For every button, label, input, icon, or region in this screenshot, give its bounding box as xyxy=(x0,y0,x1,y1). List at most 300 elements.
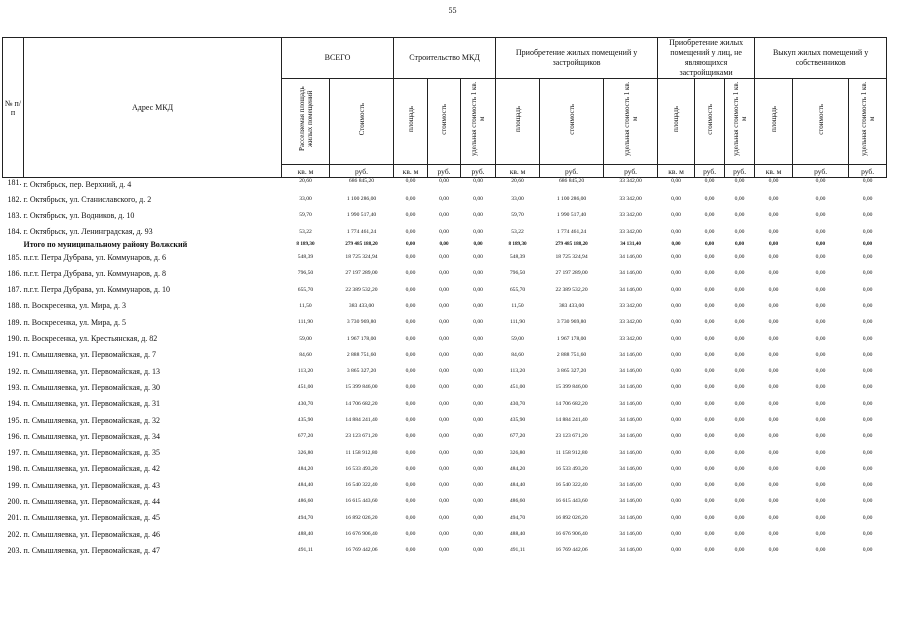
table-row xyxy=(3,249,887,265)
row-value: 0,00 xyxy=(473,178,483,184)
row-value: 0,00 xyxy=(768,531,779,538)
row-value: 34 146,00 xyxy=(619,384,642,391)
row-value: 0,00 xyxy=(734,449,745,456)
table-row xyxy=(3,191,887,207)
subheader-cell xyxy=(695,79,725,165)
row-value: 0,00 xyxy=(405,514,416,521)
unit-cell: руб. xyxy=(849,165,887,178)
row-value: 0,00 xyxy=(815,449,826,456)
row-value: 0,00 xyxy=(734,302,745,309)
row-value: 0,00 xyxy=(862,400,873,407)
row-value: 0,00 xyxy=(768,302,779,309)
row-value: 0,00 xyxy=(473,514,483,521)
subheader-cell xyxy=(428,79,461,165)
row-value: 27 197 289,00 xyxy=(345,270,378,277)
row-value: 451,00 xyxy=(509,384,526,391)
row-value: 0,00 xyxy=(671,228,681,235)
row-number: 194. xyxy=(7,399,22,409)
header-num: № п/п xyxy=(3,38,24,178)
row-number: 192. xyxy=(7,366,22,376)
row-value: 16 615 443,60 xyxy=(345,498,378,505)
row-value: 0,00 xyxy=(862,417,873,423)
row-value: 0,00 xyxy=(862,449,873,456)
row-value: 34 146,00 xyxy=(619,286,642,293)
row-number: 189. xyxy=(7,317,22,327)
row-value: 84,60 xyxy=(299,351,312,358)
row-value: 1 774 461,24 xyxy=(556,228,587,235)
row-value: 0,00 xyxy=(768,286,779,293)
row-value: 0,00 xyxy=(439,351,449,358)
row-value: 0,00 xyxy=(439,531,449,538)
row-value: 0,00 xyxy=(439,514,449,521)
row-value: 84,60 xyxy=(511,351,524,358)
row-value: 18 725 324,94 xyxy=(345,254,378,261)
row-number: 191. xyxy=(7,350,22,360)
row-value: 0,00 xyxy=(862,465,873,472)
unit-cell: руб. xyxy=(725,165,755,178)
row-value: 0,00 xyxy=(671,335,681,342)
row-value: 0,00 xyxy=(815,178,826,184)
row-value: 451,00 xyxy=(297,384,314,391)
row-value: 686 845,20 xyxy=(558,178,585,184)
row-value: 1 990 517,40 xyxy=(346,212,377,219)
row-address: п. Смышляевка, ул. Первомайская, д. 7 xyxy=(23,350,157,360)
row-address: п. Смышляевка, ул. Первомайская, д. 45 xyxy=(23,513,161,523)
row-value: 0,00 xyxy=(704,417,715,423)
row-value: 0,00 xyxy=(405,547,416,554)
row-value: 0,00 xyxy=(405,368,416,375)
row-value: 0,00 xyxy=(815,254,826,261)
row-value: 0,00 xyxy=(768,514,779,521)
row-value: 16 676 906,40 xyxy=(555,531,588,538)
row-value: 0,00 xyxy=(405,212,416,219)
row-value: 59,00 xyxy=(299,335,312,342)
row-value: 484,20 xyxy=(297,465,314,472)
row-value: 0,00 xyxy=(473,482,483,489)
row-value: 0,00 xyxy=(862,335,873,342)
row-value: 0,00 xyxy=(734,286,745,293)
row-value: 279 485 188,20 xyxy=(555,241,588,248)
row-value: 0,00 xyxy=(768,335,779,342)
row-value: 0,00 xyxy=(815,270,826,277)
row-value: 34 146,00 xyxy=(619,482,642,489)
row-value: 0,00 xyxy=(405,241,416,248)
row-number xyxy=(3,240,24,249)
subheader-label: стоимость xyxy=(705,103,714,135)
row-value: 0,00 xyxy=(405,286,416,293)
row-value: 0,00 xyxy=(439,196,449,203)
row-value: 0,00 xyxy=(473,433,483,440)
row-value: 0,00 xyxy=(473,302,483,309)
row-value: 16 892 026,20 xyxy=(345,514,378,521)
row-value: 113,20 xyxy=(509,368,526,375)
row-address: п. Смышляевка, ул. Первомайская, д. 31 xyxy=(23,399,161,409)
row-value: 59,00 xyxy=(511,335,524,342)
row-value: 20,60 xyxy=(511,178,524,184)
table-row xyxy=(3,363,887,379)
row-value: 0,00 xyxy=(704,531,715,538)
row-value: 494,70 xyxy=(509,514,526,521)
row-value: 0,00 xyxy=(439,400,449,407)
row-value: 34 146,00 xyxy=(619,270,642,277)
row-value: 491,11 xyxy=(509,547,526,554)
row-value: 0,00 xyxy=(815,417,826,423)
row-value: 0,00 xyxy=(768,351,779,358)
row-value: 0,00 xyxy=(405,417,416,423)
row-value: 14 884 241,40 xyxy=(345,417,378,423)
table-row xyxy=(3,396,887,412)
row-value: 0,00 xyxy=(704,368,715,375)
row-value: 0,00 xyxy=(473,286,483,293)
row-value: 0,00 xyxy=(405,351,416,358)
row-value: 0,00 xyxy=(734,351,745,358)
row-value: 0,00 xyxy=(671,547,681,554)
row-value: 0,00 xyxy=(671,531,681,538)
row-value: 8 189,30 xyxy=(508,241,527,248)
row-value: 16 615 443,60 xyxy=(555,498,588,505)
unit-cell: кв. м xyxy=(496,165,540,178)
row-value: 486,60 xyxy=(509,498,526,505)
row-value: 1 100 286,00 xyxy=(346,196,377,203)
row-value: 0,00 xyxy=(405,302,416,309)
unit-cell: руб. xyxy=(330,165,394,178)
row-value: 34 131,40 xyxy=(620,241,641,248)
row-value: 0,00 xyxy=(815,319,826,326)
table-row xyxy=(3,526,887,542)
row-value: 3 865 327,20 xyxy=(346,368,377,375)
resettlement-table xyxy=(2,37,887,559)
row-value: 0,00 xyxy=(768,498,779,505)
row-value: 0,00 xyxy=(704,400,715,407)
row-value: 11 158 912,80 xyxy=(555,449,588,456)
row-value: 0,00 xyxy=(439,212,449,219)
row-number: 185. xyxy=(7,252,22,262)
row-value: 0,00 xyxy=(405,196,416,203)
row-value: 484,40 xyxy=(509,482,526,489)
row-value: 1 774 461,24 xyxy=(346,228,377,235)
row-value: 0,00 xyxy=(862,319,873,326)
row-value: 0,00 xyxy=(473,449,483,456)
row-value: 0,00 xyxy=(815,196,826,203)
row-value: 0,00 xyxy=(704,547,715,554)
row-value: 111,90 xyxy=(510,319,526,326)
row-value: 0,00 xyxy=(862,547,873,554)
row-value: 0,00 xyxy=(473,212,483,219)
subheader-label: площадь xyxy=(769,106,778,132)
row-value: 0,00 xyxy=(405,498,416,505)
unit-cell: кв. м xyxy=(755,165,793,178)
row-value: 0,00 xyxy=(473,531,483,538)
subheader-cell xyxy=(725,79,755,165)
row-value: 0,00 xyxy=(405,335,416,342)
row-value: 0,00 xyxy=(439,449,449,456)
row-value: 0,00 xyxy=(405,465,416,472)
row-value: 0,00 xyxy=(734,178,745,184)
row-number: 183. xyxy=(7,210,22,220)
header-group-buyout: Выкуп жилых помещений у собственников xyxy=(755,38,887,79)
row-value: 0,00 xyxy=(734,228,745,235)
row-address: п. Смышляевка, ул. Первомайская, д. 34 xyxy=(23,431,161,441)
row-value: 34 146,00 xyxy=(619,514,642,521)
subheader-cell xyxy=(461,79,496,165)
row-value: 0,00 xyxy=(769,241,779,248)
row-value: 33,00 xyxy=(511,196,524,203)
row-value: 279 485 188,20 xyxy=(345,241,378,248)
subheader-label: удельная стоимость 1 кв. м xyxy=(731,81,748,157)
row-value: 33 342,00 xyxy=(619,228,642,235)
row-value: 0,00 xyxy=(439,241,449,248)
row-value: 0,00 xyxy=(671,196,681,203)
row-value: 0,00 xyxy=(439,178,449,184)
row-value: 0,00 xyxy=(815,482,826,489)
row-value: 488,40 xyxy=(509,531,526,538)
row-value: 488,40 xyxy=(297,531,314,538)
subheader-cell xyxy=(496,79,540,165)
row-value: 15 399 846,00 xyxy=(345,384,378,391)
row-value: 0,00 xyxy=(734,498,745,505)
row-value: 0,00 xyxy=(671,302,681,309)
row-value: 0,00 xyxy=(704,482,715,489)
row-value: 23 123 671,20 xyxy=(555,433,588,440)
row-value: 0,00 xyxy=(815,400,826,407)
row-number: 197. xyxy=(7,448,22,458)
row-value: 0,00 xyxy=(815,351,826,358)
subheader-label: стоимость xyxy=(567,103,576,135)
row-value: 0,00 xyxy=(439,465,449,472)
row-value: 14 706 682,20 xyxy=(345,400,378,407)
header-group-construction: Строительство МКД xyxy=(394,38,496,79)
row-value: 0,00 xyxy=(704,196,715,203)
row-value: 0,00 xyxy=(768,482,779,489)
row-value: 11 158 912,80 xyxy=(345,449,378,456)
row-value: 0,00 xyxy=(671,433,681,440)
row-value: 0,00 xyxy=(815,384,826,391)
row-value: 1 967 178,00 xyxy=(556,335,587,342)
row-value: 15 399 846,00 xyxy=(555,384,588,391)
row-value: 0,00 xyxy=(862,270,873,277)
row-value: 0,00 xyxy=(405,531,416,538)
row-value: 0,00 xyxy=(671,384,681,391)
row-address: п. Смышляевка, ул. Первомайская, д. 44 xyxy=(23,496,161,506)
row-value: 0,00 xyxy=(734,465,745,472)
row-number: 187. xyxy=(7,285,22,295)
subheader-label: удельная стоимость 1 кв. м xyxy=(470,81,487,157)
subheader-cell xyxy=(604,79,658,165)
row-value: 0,00 xyxy=(671,417,681,423)
row-address: п. Смышляевка, ул. Первомайская, д. 13 xyxy=(23,366,161,376)
row-value: 14 706 682,20 xyxy=(555,400,588,407)
row-value: 0,00 xyxy=(705,241,715,248)
row-value: 53,22 xyxy=(299,228,312,235)
row-value: 0,00 xyxy=(815,498,826,505)
row-value: 0,00 xyxy=(862,351,873,358)
row-value: 0,00 xyxy=(473,319,483,326)
row-value: 16 892 026,20 xyxy=(555,514,588,521)
table-row xyxy=(3,493,887,509)
row-value: 0,00 xyxy=(704,514,715,521)
row-value: 34 146,00 xyxy=(619,400,642,407)
row-value: 33 342,00 xyxy=(619,212,642,219)
row-value: 0,00 xyxy=(704,228,715,235)
row-address: Итого по муниципальному району Волжский xyxy=(23,239,188,249)
table-row xyxy=(3,207,887,223)
unit-cell: руб. xyxy=(793,165,849,178)
table-row xyxy=(3,224,887,240)
row-value: 0,00 xyxy=(704,384,715,391)
row-value: 3 730 969,80 xyxy=(346,319,377,326)
row-value: 0,00 xyxy=(734,196,745,203)
row-value: 0,00 xyxy=(671,286,681,293)
row-value: 326,80 xyxy=(509,449,526,456)
row-value: 16 769 442,06 xyxy=(345,547,378,554)
row-number: 181. xyxy=(7,178,22,187)
row-value: 53,22 xyxy=(511,228,524,235)
row-value: 0,00 xyxy=(473,368,483,375)
row-value: 0,00 xyxy=(862,254,873,261)
row-value: 1 990 517,40 xyxy=(556,212,587,219)
row-value: 0,00 xyxy=(671,400,681,407)
row-value: 0,00 xyxy=(862,514,873,521)
row-value: 34 146,00 xyxy=(619,433,642,440)
row-value: 0,00 xyxy=(439,270,449,277)
row-value: 494,70 xyxy=(297,514,314,521)
row-address: п. Смышляевка, ул. Первомайская, д. 30 xyxy=(23,382,161,392)
row-value: 33 342,00 xyxy=(619,335,642,342)
row-address: п. Смышляевка, ул. Первомайская, д. 42 xyxy=(23,464,161,474)
subheader-cell xyxy=(849,79,887,165)
row-value: 0,00 xyxy=(815,228,826,235)
row-value: 0,00 xyxy=(671,212,681,219)
row-value: 0,00 xyxy=(768,270,779,277)
row-value: 0,00 xyxy=(405,254,416,261)
row-value: 0,00 xyxy=(439,368,449,375)
row-address: п.г.т. Петра Дубрава, ул. Коммунаров, д. 10 xyxy=(23,285,170,295)
unit-cell: кв. м xyxy=(394,165,428,178)
row-value: 1 100 286,00 xyxy=(556,196,587,203)
row-value: 0,00 xyxy=(768,433,779,440)
subheader-label: Расселяемая площадь жилых помещений xyxy=(297,86,314,152)
row-value: 796,50 xyxy=(509,270,526,277)
row-value: 0,00 xyxy=(473,254,483,261)
row-address: п.г.т. Петра Дубрава, ул. Коммунаров, д. 6 xyxy=(23,252,166,262)
table-row xyxy=(3,281,887,297)
row-address: п. Воскресенка, ул. Мира, д. 3 xyxy=(23,301,126,311)
subheader-cell xyxy=(282,79,330,165)
row-value: 34 146,00 xyxy=(619,254,642,261)
row-value: 686 845,20 xyxy=(348,178,375,184)
row-value: 1 967 178,00 xyxy=(346,335,377,342)
row-value: 484,20 xyxy=(509,465,526,472)
row-address: п. Воскресенка, ул. Мира, д. 5 xyxy=(23,317,126,327)
row-value: 0,00 xyxy=(862,482,873,489)
row-value: 0,00 xyxy=(473,351,483,358)
row-value: 0,00 xyxy=(816,241,826,248)
row-value: 0,00 xyxy=(734,514,745,521)
row-value: 0,00 xyxy=(473,547,483,554)
table-row xyxy=(3,444,887,460)
row-value: 0,00 xyxy=(671,514,681,521)
row-value: 33 342,00 xyxy=(619,178,642,184)
row-value: 0,00 xyxy=(671,482,681,489)
row-value: 3 865 327,20 xyxy=(556,368,587,375)
row-value: 22 389 532,20 xyxy=(345,286,378,293)
subheader-label: Стоимость xyxy=(357,102,366,136)
row-value: 435,90 xyxy=(297,417,314,423)
row-value: 0,00 xyxy=(473,465,483,472)
row-address: г. Октябрьск, ул. Водников, д. 10 xyxy=(23,210,135,220)
row-number: 190. xyxy=(7,334,22,344)
table-row xyxy=(3,379,887,395)
row-value: 0,00 xyxy=(473,270,483,277)
row-number: 193. xyxy=(7,382,22,392)
row-value: 11,50 xyxy=(511,302,524,309)
row-value: 0,00 xyxy=(734,482,745,489)
subheader-label: площадь xyxy=(406,106,415,132)
unit-cell: руб. xyxy=(604,165,658,178)
table-row xyxy=(3,347,887,363)
row-value: 0,00 xyxy=(734,368,745,375)
row-value: 0,00 xyxy=(439,254,449,261)
row-value: 0,00 xyxy=(734,212,745,219)
row-value: 59,70 xyxy=(299,212,312,219)
row-value: 383 433,00 xyxy=(558,302,585,309)
row-value: 0,00 xyxy=(671,351,681,358)
row-value: 0,00 xyxy=(862,498,873,505)
row-value: 16 533 493,20 xyxy=(345,465,378,472)
row-value: 0,00 xyxy=(734,547,745,554)
row-number: 184. xyxy=(7,227,22,237)
row-value: 0,00 xyxy=(473,196,483,203)
row-value: 0,00 xyxy=(862,178,873,184)
subheader-cell xyxy=(793,79,849,165)
row-value: 677,20 xyxy=(509,433,526,440)
row-value: 34 146,00 xyxy=(619,417,642,423)
row-value: 0,00 xyxy=(768,178,779,184)
row-value: 0,00 xyxy=(439,482,449,489)
row-value: 0,00 xyxy=(768,368,779,375)
row-value: 0,00 xyxy=(704,319,715,326)
row-value: 0,00 xyxy=(734,384,745,391)
table-row xyxy=(3,178,887,192)
subheader-cell xyxy=(755,79,793,165)
row-value: 59,70 xyxy=(511,212,524,219)
row-value: 0,00 xyxy=(405,400,416,407)
row-value: 0,00 xyxy=(815,547,826,554)
row-number: 203. xyxy=(7,545,22,555)
row-value: 548,39 xyxy=(509,254,526,261)
unit-cell: руб. xyxy=(540,165,604,178)
unit-cell: кв. м xyxy=(658,165,695,178)
row-value: 0,00 xyxy=(439,335,449,342)
row-value: 111,90 xyxy=(298,319,313,326)
total-row xyxy=(3,240,887,249)
row-value: 113,20 xyxy=(297,368,314,375)
row-number: 198. xyxy=(7,464,22,474)
subheader-label: стоимость xyxy=(440,103,449,135)
row-value: 491,11 xyxy=(297,547,314,554)
table-row xyxy=(3,461,887,477)
row-value: 0,00 xyxy=(704,335,715,342)
row-value: 0,00 xyxy=(862,196,873,203)
row-value: 0,00 xyxy=(862,433,873,440)
row-value: 0,00 xyxy=(704,449,715,456)
row-value: 0,00 xyxy=(439,302,449,309)
table-row xyxy=(3,510,887,526)
row-address: п. Смышляевка, ул. Первомайская, д. 43 xyxy=(23,480,161,490)
table-row xyxy=(3,330,887,346)
subheader-cell xyxy=(330,79,394,165)
row-value: 0,00 xyxy=(671,319,681,326)
